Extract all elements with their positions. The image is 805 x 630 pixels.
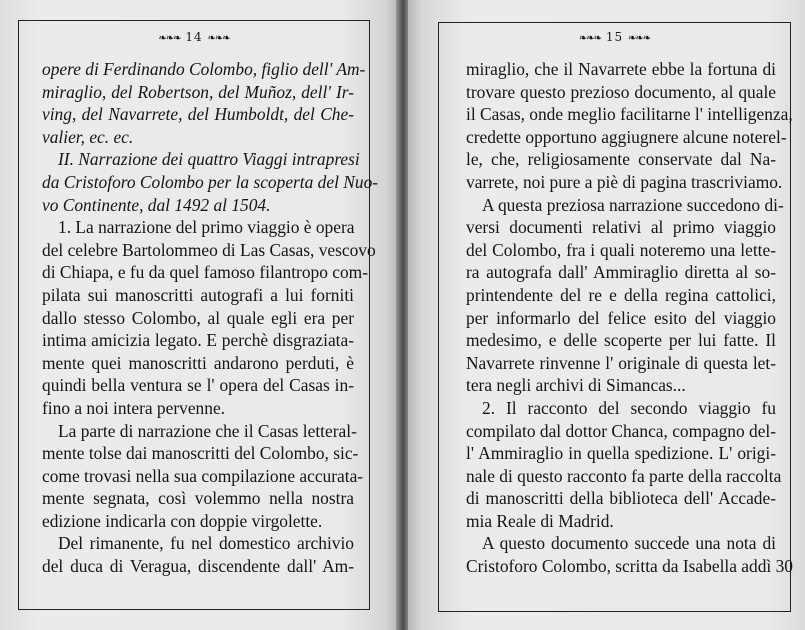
text-line: di Chiapa, e fu da quel famoso filantropo com-: [42, 262, 368, 283]
text-line: varrete, noi pure a piè di pagina trascriviamo.: [466, 171, 783, 192]
text-line: printendente del re e della regina cattolici,: [466, 284, 776, 305]
text-line: l' Ammiraglio in quella spedizione. L' origi-: [466, 443, 776, 464]
text-line: 1. La narrazione del primo viaggio è opera: [58, 217, 355, 238]
text-line: valier, ec. ec.: [42, 126, 134, 147]
text-line: opere di Ferdinando Colombo, figlio dell' Am-: [42, 59, 366, 79]
page-number: 15: [605, 30, 624, 44]
header-ornament-icon: ❧❧❧: [207, 33, 230, 44]
text-line: II. Narrazione dei quattro Viaggi intrapresi: [58, 149, 360, 170]
text-line: intima amicizia legato. E perchè disgraziata-: [42, 330, 354, 351]
text-line: medesimo, e delle scoperte per lui fatte. Il: [466, 330, 776, 351]
text-line: vo Continente, dal 1492 al 1504.: [42, 194, 271, 215]
header-ornament-icon: ❧❧❧: [578, 33, 602, 44]
text-line: A questo documento succede una nota di: [482, 533, 776, 554]
text-line: tera negli archivi di Simancas...: [466, 375, 686, 396]
left-page-text: [42, 58, 379, 578]
text-line: mente segnata, così volemmo nella nostra: [42, 488, 354, 509]
text-line: Cristoforo Colombo, scritta da Isabella addì 30: [466, 556, 793, 577]
text-line: fino a noi intera pervenne.: [42, 397, 226, 418]
text-line: Navarrete rinvenne l' originale di questa let-: [466, 352, 776, 373]
text-line: versi documenti relativi al primo viaggio: [466, 217, 776, 238]
text-line: pilata sui manoscritti autografi a lui forniti: [42, 284, 354, 305]
text-line: mia Reale di Madrid.: [466, 510, 614, 531]
text-line: edizione indicarla con doppie virgolette.: [42, 510, 323, 531]
text-line: La parte di narrazione che il Casas letteral-: [58, 420, 357, 441]
text-line: come trovasi nella sua compilazione accurata-: [42, 465, 364, 486]
text-line: del celebre Bartolommeo di Las Casas, vescovo: [42, 239, 376, 260]
text-line: per informarlo del felice esito del viaggio: [466, 307, 776, 328]
right-page: [408, 0, 805, 630]
text-line: il Casas, onde meglio facilitarne l' intelligenza,: [466, 104, 793, 125]
text-line: quindi bella ventura se l' opera del Casas in-: [42, 375, 354, 396]
text-line: le, che, religiosamente conservate dal Na-: [466, 149, 776, 170]
text-line: trovare questo prezioso documento, al quale: [466, 81, 776, 102]
text-line: nale di questo racconto fa parte della raccolta: [466, 465, 782, 486]
text-line: A questa preziosa narrazione succedono di-: [482, 194, 784, 215]
text-line: del Colombo, fra i quali noteremo una lette-: [466, 239, 776, 260]
text-line: di manoscritti della biblioteca dell' Accade-: [466, 488, 776, 509]
header-ornament-icon: ❧❧❧: [627, 33, 651, 44]
text-line: dallo stesso Colombo, al quale egli era per: [42, 307, 354, 328]
text-line: 2. Il racconto del secondo viaggio fu: [482, 397, 776, 418]
text-line: mente quei manoscritti andarono perduti, è: [42, 352, 354, 373]
page-number: 14: [185, 30, 203, 44]
header-ornament-icon: ❧❧❧: [158, 33, 181, 44]
text-line: del duca di Veragua, discendente dall' Am-: [42, 556, 354, 577]
text-line: mente tolse dai manoscritti del Colombo, sic-: [42, 443, 359, 464]
text-line: Del rimanente, fu nel domestico archivio: [58, 533, 354, 554]
text-line: ra autografa dall' Ammiraglio diretta al so-: [466, 262, 776, 283]
text-line: credette opportuno aggiugnere alcune noterel-: [466, 126, 787, 147]
text-line: miraglio, che il Navarrete ebbe la fortuna di: [466, 59, 776, 79]
text-line: miraglio, del Robertson, del Muñoz, dell' Ir-: [42, 81, 354, 102]
text-line: compilato dal dottor Chanca, compagno del-: [466, 420, 777, 441]
right-page-header: [408, 30, 805, 44]
text-line: ving, del Navarrete, del Humboldt, del Che-: [42, 104, 354, 125]
left-page-header: [0, 30, 388, 44]
left-page: [0, 0, 398, 630]
right-page-text: [466, 58, 793, 578]
text-line: da Cristoforo Colombo per la scoperta del Nuo-: [42, 171, 379, 192]
